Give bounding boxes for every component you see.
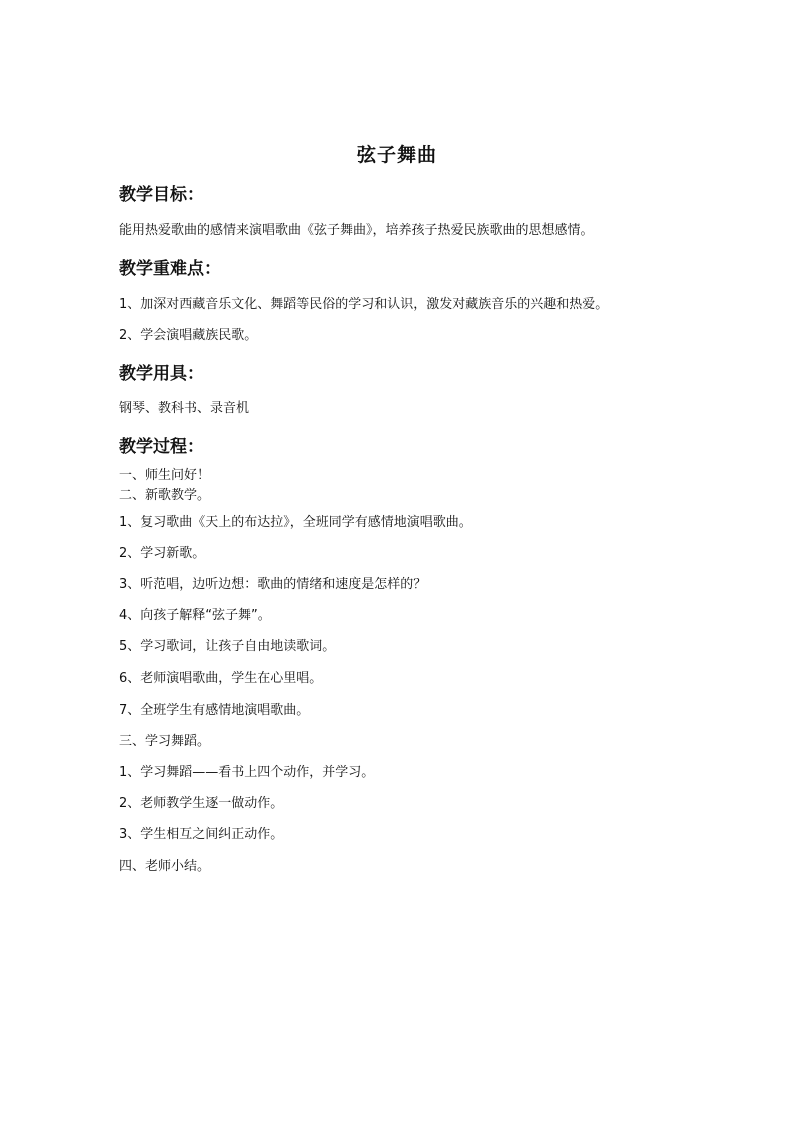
process-line-1: 一、师生问好！ — [119, 468, 211, 483]
process-line-7: 5、学习歌词，让孩子自由地读歌词。 — [119, 639, 336, 654]
section-heading-process: 教学过程： — [119, 437, 204, 457]
process-line-11: 1、学习舞蹈——看书上四个动作，并学习。 — [119, 765, 375, 780]
process-line-6: 4、向孩子解释“弦子舞”。 — [119, 608, 271, 623]
process-line-13: 3、学生相互之间纠正动作。 — [119, 827, 284, 842]
goals-line-1: 能用热爱歌曲的感情来演唱歌曲《弦子舞曲》，培养孩子热爱民族歌曲的思想感情。 — [119, 223, 594, 238]
process-line-12: 2、老师教学生逐一做动作。 — [119, 796, 284, 811]
section-heading-key-points: 教学重难点： — [119, 259, 221, 279]
process-line-9: 7、全班学生有感情地演唱歌曲。 — [119, 703, 310, 718]
section-heading-tools: 教学用具： — [119, 364, 204, 384]
document-title: 弦子舞曲 — [356, 144, 437, 166]
process-line-8: 6、老师演唱歌曲，学生在心里唱。 — [119, 671, 323, 686]
process-line-14: 四、老师小结。 — [119, 859, 211, 874]
section-heading-goals: 教学目标： — [119, 185, 204, 205]
process-line-10: 三、学习舞蹈。 — [119, 734, 211, 749]
process-line-4: 2、学习新歌。 — [119, 546, 206, 561]
key-points-line-2: 2、学会演唱藏族民歌。 — [119, 328, 258, 343]
process-line-5: 3、听范唱，边听边想：歌曲的情绪和速度是怎样的？ — [119, 577, 427, 592]
process-line-2: 二、新歌教学。 — [119, 488, 211, 503]
key-points-line-1: 1、加深对西藏音乐文化、舞蹈等民俗的学习和认识，激发对藏族音乐的兴趣和热爱。 — [119, 297, 609, 312]
tools-line-1: 钢琴、教科书、录音机 — [119, 401, 250, 416]
process-line-3: 1、复习歌曲《天上的布达拉》，全班同学有感情地演唱歌曲。 — [119, 515, 472, 530]
